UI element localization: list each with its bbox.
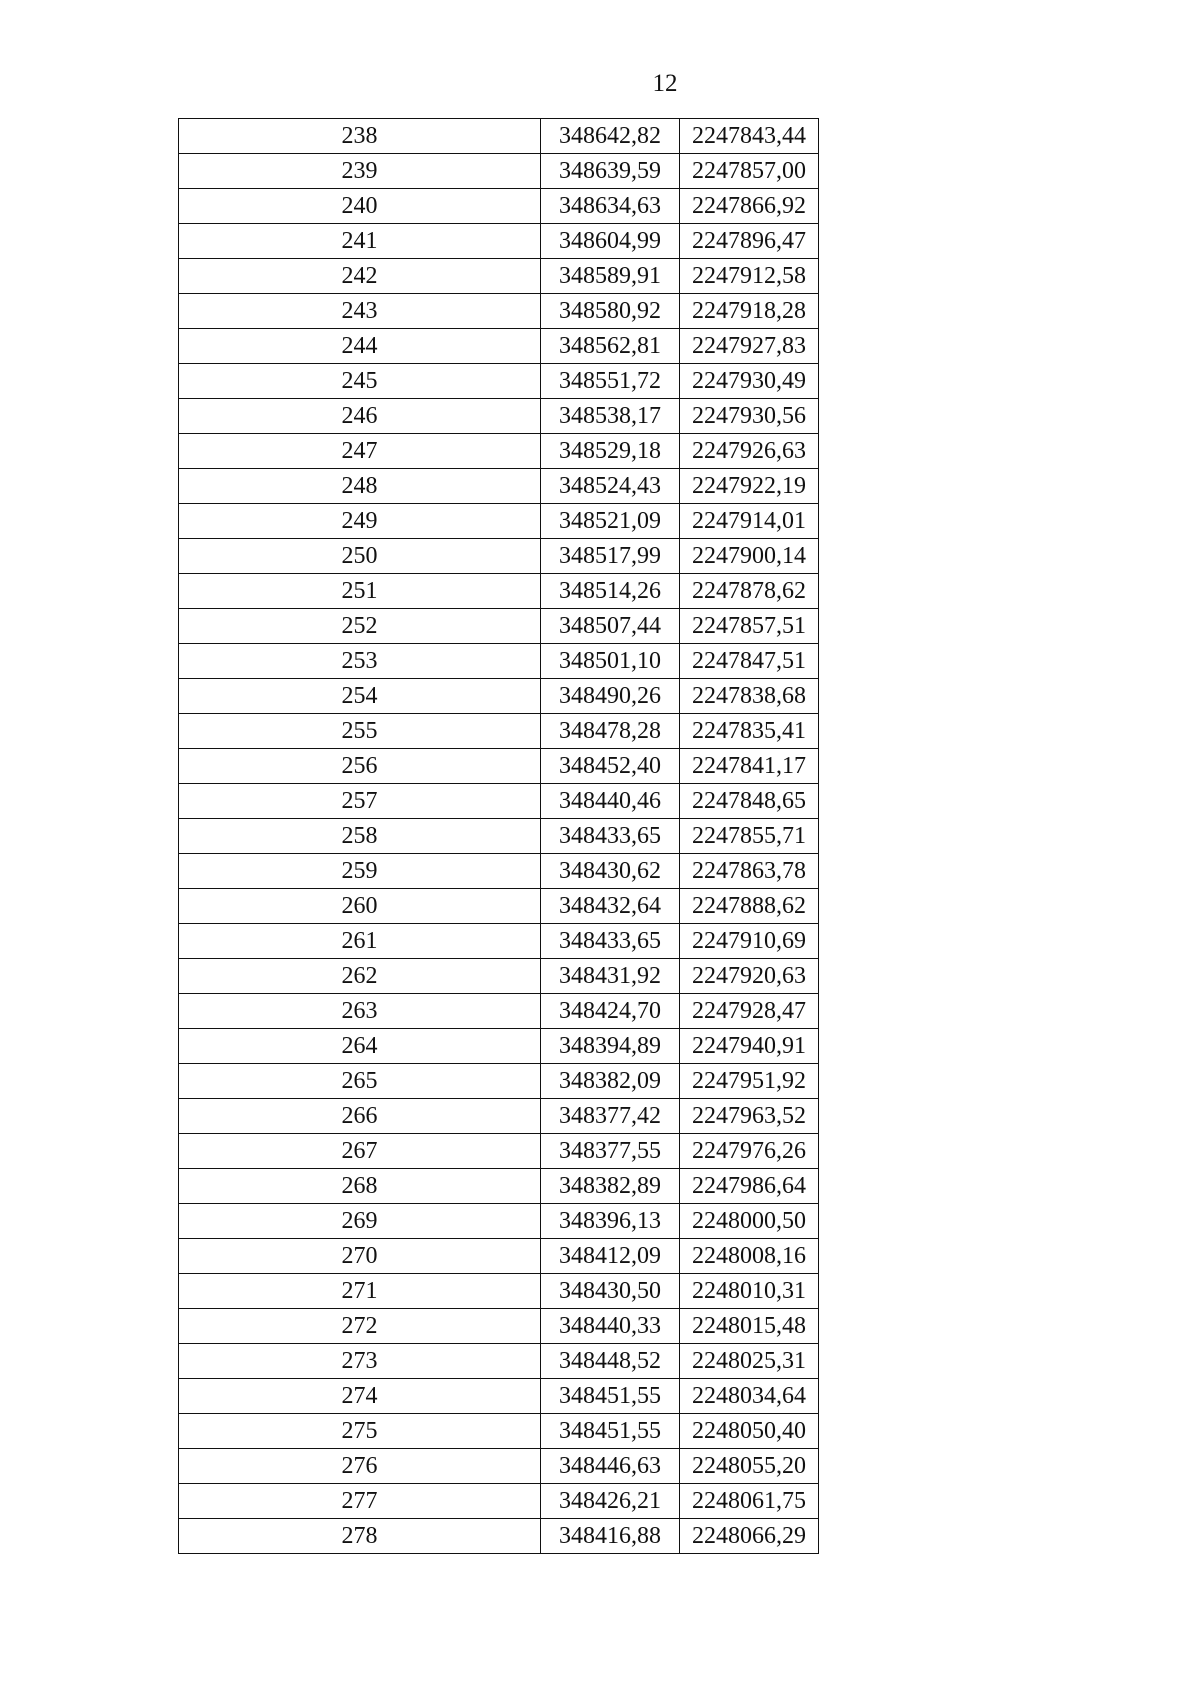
point-number-cell: 238 [179, 119, 541, 154]
y-coordinate-cell: 2247940,91 [680, 1029, 819, 1064]
x-coordinate-cell: 348448,52 [541, 1344, 680, 1379]
table-row [179, 1344, 819, 1379]
table-row [179, 1204, 819, 1239]
table-row [179, 504, 819, 539]
x-coordinate-cell: 348377,55 [541, 1134, 680, 1169]
y-coordinate-cell: 2247857,51 [680, 609, 819, 644]
point-number-cell: 276 [179, 1449, 541, 1484]
point-number-cell: 243 [179, 294, 541, 329]
point-number-cell: 263 [179, 994, 541, 1029]
table-row [179, 119, 819, 154]
point-number-cell: 242 [179, 259, 541, 294]
x-coordinate-cell: 348507,44 [541, 609, 680, 644]
point-number-cell: 240 [179, 189, 541, 224]
y-coordinate-cell: 2248066,29 [680, 1519, 819, 1554]
x-coordinate-cell: 348490,26 [541, 679, 680, 714]
y-coordinate-cell: 2247920,63 [680, 959, 819, 994]
y-coordinate-cell: 2248015,48 [680, 1309, 819, 1344]
point-number-cell: 251 [179, 574, 541, 609]
x-coordinate-cell: 348551,72 [541, 364, 680, 399]
y-coordinate-cell: 2247863,78 [680, 854, 819, 889]
table-row [179, 1484, 819, 1519]
table-row [179, 364, 819, 399]
y-coordinate-cell: 2247847,51 [680, 644, 819, 679]
y-coordinate-cell: 2248025,31 [680, 1344, 819, 1379]
point-number-cell: 261 [179, 924, 541, 959]
x-coordinate-cell: 348433,65 [541, 924, 680, 959]
x-coordinate-cell: 348430,62 [541, 854, 680, 889]
point-number-cell: 241 [179, 224, 541, 259]
x-coordinate-cell: 348478,28 [541, 714, 680, 749]
x-coordinate-cell: 348562,81 [541, 329, 680, 364]
y-coordinate-cell: 2248061,75 [680, 1484, 819, 1519]
x-coordinate-cell: 348430,50 [541, 1274, 680, 1309]
y-coordinate-cell: 2247835,41 [680, 714, 819, 749]
table-row [179, 644, 819, 679]
table-row [179, 1099, 819, 1134]
x-coordinate-cell: 348514,26 [541, 574, 680, 609]
x-coordinate-cell: 348433,65 [541, 819, 680, 854]
y-coordinate-cell: 2248034,64 [680, 1379, 819, 1414]
table-row [179, 1169, 819, 1204]
y-coordinate-cell: 2247888,62 [680, 889, 819, 924]
table-row [179, 154, 819, 189]
y-coordinate-cell: 2248050,40 [680, 1414, 819, 1449]
y-coordinate-cell: 2248008,16 [680, 1239, 819, 1274]
point-number-cell: 278 [179, 1519, 541, 1554]
table-row [179, 259, 819, 294]
table-row [179, 679, 819, 714]
y-coordinate-cell: 2248010,31 [680, 1274, 819, 1309]
point-number-cell: 260 [179, 889, 541, 924]
y-coordinate-cell: 2247928,47 [680, 994, 819, 1029]
y-coordinate-cell: 2247878,62 [680, 574, 819, 609]
table-row [179, 434, 819, 469]
y-coordinate-cell: 2247986,64 [680, 1169, 819, 1204]
table-row [179, 784, 819, 819]
point-number-cell: 239 [179, 154, 541, 189]
point-number-cell: 244 [179, 329, 541, 364]
table-row [179, 294, 819, 329]
point-number-cell: 271 [179, 1274, 541, 1309]
table-row [179, 399, 819, 434]
point-number-cell: 257 [179, 784, 541, 819]
y-coordinate-cell: 2247912,58 [680, 259, 819, 294]
x-coordinate-cell: 348440,46 [541, 784, 680, 819]
point-number-cell: 272 [179, 1309, 541, 1344]
x-coordinate-cell: 348529,18 [541, 434, 680, 469]
point-number-cell: 270 [179, 1239, 541, 1274]
point-number-cell: 248 [179, 469, 541, 504]
y-coordinate-cell: 2247848,65 [680, 784, 819, 819]
point-number-cell: 250 [179, 539, 541, 574]
y-coordinate-cell: 2247930,56 [680, 399, 819, 434]
point-number-cell: 245 [179, 364, 541, 399]
x-coordinate-cell: 348604,99 [541, 224, 680, 259]
point-number-cell: 275 [179, 1414, 541, 1449]
y-coordinate-cell: 2248055,20 [680, 1449, 819, 1484]
y-coordinate-cell: 2247843,44 [680, 119, 819, 154]
x-coordinate-cell: 348440,33 [541, 1309, 680, 1344]
point-number-cell: 264 [179, 1029, 541, 1064]
y-coordinate-cell: 2247841,17 [680, 749, 819, 784]
point-number-cell: 268 [179, 1169, 541, 1204]
y-coordinate-cell: 2247951,92 [680, 1064, 819, 1099]
y-coordinate-cell: 2247922,19 [680, 469, 819, 504]
table-row [179, 1379, 819, 1414]
point-number-cell: 246 [179, 399, 541, 434]
table-row [179, 329, 819, 364]
x-coordinate-cell: 348634,63 [541, 189, 680, 224]
y-coordinate-cell: 2247855,71 [680, 819, 819, 854]
point-number-cell: 256 [179, 749, 541, 784]
y-coordinate-cell: 2247838,68 [680, 679, 819, 714]
table-row [179, 714, 819, 749]
table-row [179, 1239, 819, 1274]
x-coordinate-cell: 348451,55 [541, 1379, 680, 1414]
x-coordinate-cell: 348412,09 [541, 1239, 680, 1274]
x-coordinate-cell: 348416,88 [541, 1519, 680, 1554]
point-number-cell: 254 [179, 679, 541, 714]
x-coordinate-cell: 348452,40 [541, 749, 680, 784]
table-row [179, 1449, 819, 1484]
table-row [179, 574, 819, 609]
table-row [179, 889, 819, 924]
y-coordinate-cell: 2247914,01 [680, 504, 819, 539]
y-coordinate-cell: 2247910,69 [680, 924, 819, 959]
point-number-cell: 258 [179, 819, 541, 854]
table-row [179, 189, 819, 224]
y-coordinate-cell: 2247918,28 [680, 294, 819, 329]
y-coordinate-cell: 2247963,52 [680, 1099, 819, 1134]
table-row [179, 854, 819, 889]
x-coordinate-cell: 348396,13 [541, 1204, 680, 1239]
point-number-cell: 277 [179, 1484, 541, 1519]
y-coordinate-cell: 2247896,47 [680, 224, 819, 259]
point-number-cell: 267 [179, 1134, 541, 1169]
y-coordinate-cell: 2247976,26 [680, 1134, 819, 1169]
x-coordinate-cell: 348501,10 [541, 644, 680, 679]
table-row [179, 609, 819, 644]
x-coordinate-cell: 348639,59 [541, 154, 680, 189]
table-row [179, 469, 819, 504]
x-coordinate-cell: 348382,09 [541, 1064, 680, 1099]
x-coordinate-cell: 348426,21 [541, 1484, 680, 1519]
point-number-cell: 265 [179, 1064, 541, 1099]
x-coordinate-cell: 348589,91 [541, 259, 680, 294]
y-coordinate-cell: 2247930,49 [680, 364, 819, 399]
y-coordinate-cell: 2247900,14 [680, 539, 819, 574]
table-row [179, 959, 819, 994]
table-row [179, 1309, 819, 1344]
x-coordinate-cell: 348424,70 [541, 994, 680, 1029]
table-row [179, 224, 819, 259]
x-coordinate-cell: 348432,64 [541, 889, 680, 924]
table-row [179, 1029, 819, 1064]
table-row [179, 1519, 819, 1554]
point-number-cell: 247 [179, 434, 541, 469]
point-number-cell: 273 [179, 1344, 541, 1379]
point-number-cell: 249 [179, 504, 541, 539]
x-coordinate-cell: 348451,55 [541, 1414, 680, 1449]
x-coordinate-cell: 348394,89 [541, 1029, 680, 1064]
coordinates-table [178, 118, 819, 1554]
x-coordinate-cell: 348377,42 [541, 1099, 680, 1134]
x-coordinate-cell: 348431,92 [541, 959, 680, 994]
point-number-cell: 253 [179, 644, 541, 679]
table-row [179, 1274, 819, 1309]
point-number-cell: 262 [179, 959, 541, 994]
y-coordinate-cell: 2247857,00 [680, 154, 819, 189]
x-coordinate-cell: 348538,17 [541, 399, 680, 434]
point-number-cell: 266 [179, 1099, 541, 1134]
table-row [179, 819, 819, 854]
table-row [179, 994, 819, 1029]
table-row [179, 539, 819, 574]
table-row [179, 1134, 819, 1169]
x-coordinate-cell: 348446,63 [541, 1449, 680, 1484]
table-row [179, 924, 819, 959]
y-coordinate-cell: 2247866,92 [680, 189, 819, 224]
table-row [179, 1414, 819, 1449]
point-number-cell: 252 [179, 609, 541, 644]
point-number-cell: 255 [179, 714, 541, 749]
x-coordinate-cell: 348642,82 [541, 119, 680, 154]
x-coordinate-cell: 348382,89 [541, 1169, 680, 1204]
point-number-cell: 259 [179, 854, 541, 889]
page-number: 12 [652, 70, 678, 97]
x-coordinate-cell: 348521,09 [541, 504, 680, 539]
x-coordinate-cell: 348580,92 [541, 294, 680, 329]
x-coordinate-cell: 348524,43 [541, 469, 680, 504]
point-number-cell: 274 [179, 1379, 541, 1414]
x-coordinate-cell: 348517,99 [541, 539, 680, 574]
table-row [179, 749, 819, 784]
point-number-cell: 269 [179, 1204, 541, 1239]
table-row [179, 1064, 819, 1099]
y-coordinate-cell: 2248000,50 [680, 1204, 819, 1239]
y-coordinate-cell: 2247926,63 [680, 434, 819, 469]
table-body [179, 119, 819, 1554]
y-coordinate-cell: 2247927,83 [680, 329, 819, 364]
